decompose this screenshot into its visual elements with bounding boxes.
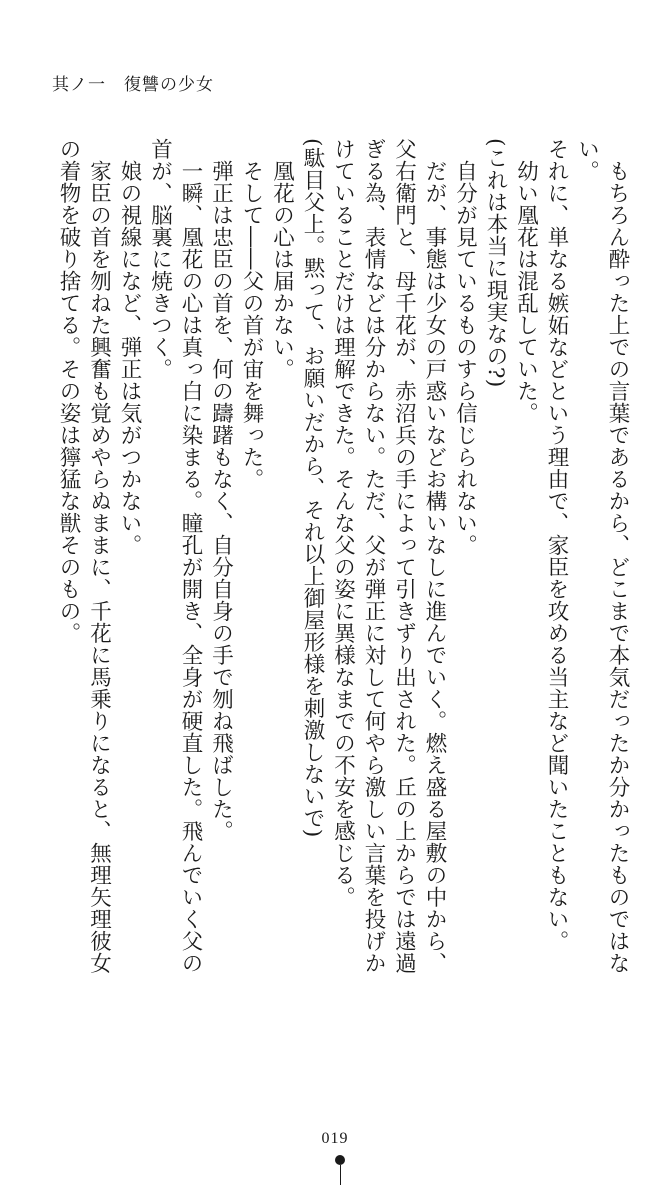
paragraph: 一瞬、凰花の心は真っ白に染まる。瞳孔が開き、全身が硬直した。飛んでいく父の首が、脳裏に焼きつく。	[147, 138, 203, 974]
paragraph: 幼い凰花は混乱していた。	[513, 159, 539, 424]
paragraph: それに、単なる嫉妬などという理由で、家臣を攻める当主など聞いたこともない。	[544, 138, 569, 952]
paragraph: 弾正は忠臣の首を、何の躊躇もなく、自分自身の手で刎ね飛ばした。	[208, 159, 234, 842]
paragraph: (駄目父上。黙って、お願いだから、それ以上御屋形様を刺激しないで)	[300, 138, 325, 838]
paragraph: 娘の視線になど、弾正は気がつかない。	[117, 159, 142, 556]
paragraph: そして――父の首が宙を舞った。	[239, 159, 264, 490]
running-head: 其ノ一 復讐の少女	[52, 75, 214, 95]
paragraph: 自分が見ているものすら信じられない。	[452, 159, 478, 556]
paragraph: (これは本当に現実なの?)	[483, 138, 508, 388]
page-number: 019	[321, 1130, 349, 1147]
paragraph: 凰花の心は届かない。	[269, 159, 295, 380]
body-text	[42, 138, 632, 978]
folio-ornament-icon	[330, 1155, 350, 1185]
paragraph: 家臣の首を刎ねた興奮も覚めやらぬままに、千花に馬乗りになると、無理矢理彼女の着物を破り捨てる。その姿は獰猛な獣そのもの。	[56, 138, 112, 974]
paragraph: だが、事態は少女の戸惑いなどお構いなしに進んでいく。燃え盛る屋敷の中から、父右衛門と、母千花が、赤沼兵の手によって引きずり出された。丘の上からでは遠過ぎる為、表情などは分からない。ただ、父が弾正に対して何やら激しい言葉を投げかけていることだけは理解できた。そんな父の姿に異様なまでの不安を感じる。	[330, 138, 447, 974]
paragraph: もちろん酔った上での言葉であるから、どこまで本気だったか分かったものではない。	[574, 138, 630, 974]
